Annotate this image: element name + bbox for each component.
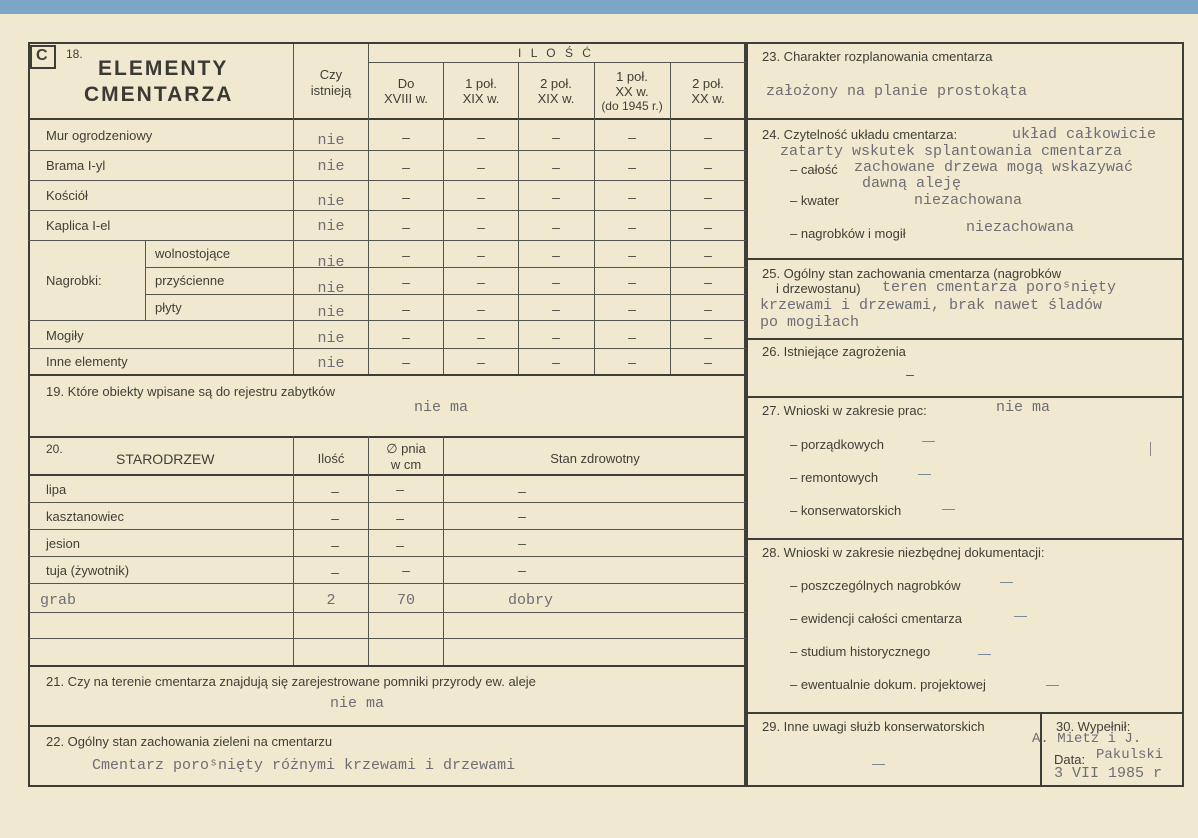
quantity-dash: –	[704, 219, 712, 235]
quantity-dash: –	[628, 301, 636, 317]
section-19-label: 19. Które obiekty wpisane są do rejestru zabytków	[46, 384, 336, 399]
col-stan: Stan zdrowotny	[550, 451, 640, 466]
section-27-item-porzadkowych: – porządkowych	[790, 437, 884, 452]
col-header-1-l2: XIX w.	[462, 91, 500, 106]
section-30-answer-1: A. Mietz i J.	[1032, 731, 1142, 747]
quantity-dash: –	[477, 159, 485, 175]
grid-line	[28, 118, 746, 120]
section-28-item-studium-answer: —	[978, 646, 991, 661]
row-label-plyty: płyty	[155, 300, 182, 315]
grid-line	[594, 62, 595, 374]
section-24-answer-6: niezachowana	[966, 219, 1075, 236]
quantity-dash: –	[704, 247, 712, 263]
grid-line	[28, 665, 746, 667]
grid-line	[28, 436, 746, 438]
tree-ilosc: –	[331, 483, 339, 499]
quantity-dash: –	[402, 219, 410, 235]
grid-line	[746, 396, 1184, 398]
grid-line	[28, 612, 746, 613]
quantity-dash: –	[704, 354, 712, 370]
quantity-dash: –	[628, 159, 636, 175]
quantity-dash: –	[628, 189, 636, 205]
quantity-dash: –	[477, 301, 485, 317]
grid-line	[28, 150, 746, 151]
quantity-dash: –	[628, 329, 636, 345]
row-label-przyscienne: przyścienne	[155, 273, 225, 288]
pen-stroke	[1150, 442, 1151, 456]
section-25-label-1: 25. Ogólny stan zachowania cmentarza (nagrobków	[762, 266, 1062, 281]
quantity-dash: –	[402, 189, 410, 205]
section-28-item-ewidencji-answer: —	[1014, 608, 1027, 623]
grid-line	[746, 338, 1184, 340]
col-header-1-l1: 1 poł.	[465, 76, 497, 91]
quantity-dash: –	[402, 329, 410, 345]
quantity-dash: –	[704, 274, 712, 290]
section-24-item-calosc: – całość	[790, 162, 838, 177]
section-20-number: 20.	[46, 442, 63, 456]
quantity-dash: –	[477, 354, 485, 370]
col-header-3-l1: 1 poł.	[616, 69, 648, 84]
grid-line	[443, 436, 444, 665]
col-header-3-l3: (do 1945 r.)	[601, 99, 663, 113]
section-28-item-nagrobkow: – poszczególnych nagrobków	[790, 578, 961, 593]
section-20-title: STARODRZEW	[116, 451, 215, 467]
section-27-item-konserwatorskich: – konserwatorskich	[790, 503, 902, 518]
section-29-label: 29. Inne uwagi służb konserwatorskich	[762, 719, 985, 734]
grid-line	[145, 267, 746, 268]
section-28-item-studium: – studium historycznego	[790, 644, 931, 659]
quantity-dash: –	[552, 159, 560, 175]
exists-value: nie	[317, 218, 345, 235]
quantity-dash: –	[552, 219, 560, 235]
quantity-dash: –	[552, 189, 560, 205]
section-letter: C	[36, 47, 48, 64]
section-28-item-nagrobkow-answer: —	[1000, 574, 1013, 589]
grid-line	[368, 62, 746, 63]
grid-line	[28, 210, 746, 211]
quantity-dash: –	[704, 189, 712, 205]
quantity-dash: –	[552, 247, 560, 263]
exists-value: nie	[317, 330, 345, 347]
quantity-dash: –	[704, 129, 712, 145]
quantity-dash: –	[477, 129, 485, 145]
section-30-answer-2: Pakulski	[1096, 747, 1164, 763]
grid-line	[28, 502, 746, 503]
row-label-wolnostojace: wolnostojące	[155, 246, 231, 261]
grid-line	[518, 62, 519, 374]
tree-ilosc: –	[331, 564, 339, 580]
tree-stan-typed: dobry	[508, 592, 554, 609]
col-ilosc: Ilość	[317, 451, 345, 466]
quantity-dash: –	[628, 274, 636, 290]
tree-stan: –	[518, 483, 526, 499]
section-18-title-1: ELEMENTY	[98, 57, 229, 80]
section-27-item-remontowych: – remontowych	[790, 470, 879, 485]
section-24-answer-4: dawną aleję	[862, 175, 962, 192]
quantity-dash: –	[704, 329, 712, 345]
quantity-dash: –	[402, 159, 410, 175]
section-30-date: 3 VII 1985 r	[1054, 765, 1163, 782]
quantity-dash: –	[477, 329, 485, 345]
quantity-dash: –	[628, 219, 636, 235]
section-22-label: 22. Ogólny stan zachowania zieleni na cmentarzu	[46, 734, 333, 749]
row-label-kaplica: Kaplica I-el	[46, 218, 111, 233]
section-26-answer: –	[906, 366, 914, 382]
section-27-label: 27. Wnioski w zakresie prac:	[762, 403, 927, 418]
tree-label-typed: grab	[40, 592, 77, 609]
grid-line	[145, 294, 746, 295]
section-25-answer-3: po mogiłach	[760, 314, 860, 331]
grid-line	[28, 583, 746, 584]
quantity-dash: –	[552, 354, 560, 370]
col-ilosc-header: I L O Ś Ć	[518, 46, 594, 60]
section-27-answer: nie ma	[996, 399, 1051, 416]
exists-value: nie	[317, 355, 345, 372]
grid-line	[368, 44, 369, 374]
grid-line	[746, 118, 1184, 120]
grid-line	[28, 348, 746, 349]
col-header-4-l2: XX w.	[691, 91, 725, 106]
tree-label: kasztanowiec	[46, 509, 125, 524]
grid-line	[28, 180, 746, 181]
section-24-label: 24. Czytelność układu cmentarza:	[762, 127, 958, 142]
tree-stan: –	[518, 508, 526, 524]
exists-value: nie	[317, 158, 345, 175]
quantity-dash: –	[477, 247, 485, 263]
quantity-dash: –	[402, 354, 410, 370]
section-18-number: 18.	[66, 47, 83, 61]
section-30-data-label: Data:	[1054, 752, 1086, 767]
quantity-dash: –	[628, 247, 636, 263]
section-25-answer-1: teren cmentarza poroˢnięty	[882, 279, 1117, 296]
section-23-answer: założony na planie prostokąta	[766, 83, 1028, 100]
quantity-dash: –	[628, 129, 636, 145]
grid-line	[293, 436, 294, 665]
tree-pien: –	[396, 510, 404, 526]
row-label-kosciol: Kościół	[46, 188, 88, 203]
section-24-answer-1: układ całkowicie	[1012, 126, 1157, 143]
quantity-dash: –	[477, 219, 485, 235]
quantity-dash: –	[552, 129, 560, 145]
exists-value: nie	[317, 132, 345, 149]
tree-pien: –	[396, 481, 404, 497]
grid-line	[746, 712, 1184, 714]
col-header-0-l1: Do	[397, 76, 415, 91]
quantity-dash: –	[552, 301, 560, 317]
section-21-answer: nie ma	[330, 695, 385, 712]
tree-stan: –	[518, 535, 526, 551]
grid-line	[28, 240, 746, 241]
section-24-item-nagrobkow: – nagrobków i mogił	[790, 226, 906, 241]
top-edge	[0, 0, 1198, 14]
tree-pien: –	[402, 562, 410, 578]
tree-label: jesion	[46, 536, 80, 551]
section-30-label: 30. Wypełnił:	[1056, 719, 1131, 734]
grid-line	[746, 538, 1184, 540]
grid-line	[28, 556, 746, 557]
section-28-label: 28. Wnioski w zakresie niezbędnej dokumentacji:	[762, 545, 1045, 560]
grid-line	[28, 638, 746, 639]
exists-value: nie	[317, 193, 345, 210]
row-label-brama: Brama I-yl	[46, 158, 106, 173]
quantity-dash: –	[477, 189, 485, 205]
quantity-dash: –	[552, 329, 560, 345]
grid-line	[28, 374, 746, 376]
quantity-dash: –	[704, 159, 712, 175]
section-27-item-konserwatorskich-answer: —	[942, 501, 955, 516]
row-label-nagrobki: Nagrobki:	[46, 273, 102, 288]
section-29-answer: —	[872, 756, 885, 771]
tree-label: lipa	[46, 482, 67, 497]
grid-line	[28, 474, 746, 476]
section-19-answer: nie ma	[414, 399, 469, 416]
tree-ilosc: –	[331, 510, 339, 526]
section-22-answer: Cmentarz poroˢnięty różnymi krzewami i drzewami	[92, 757, 516, 774]
row-label-inne: Inne elementy	[46, 354, 128, 369]
section-18-title-2: CMENTARZA	[84, 83, 234, 106]
grid-line	[368, 436, 369, 665]
section-24-answer-3: zachowane drzewa mogą wskazywać	[854, 159, 1134, 176]
section-27-item-porzadkowych-answer: —	[922, 433, 935, 448]
col-header-2-l1: 2 poł.	[540, 76, 572, 91]
section-24-item-kwater: – kwater	[790, 193, 840, 208]
section-28-item-projektowej-answer: —	[1046, 677, 1059, 692]
section-25-answer-2: krzewami i drzewami, brak nawet śladów	[760, 297, 1103, 314]
section-21-label: 21. Czy na terenie cmentarza znajdują się zarejestrowane pomniki przyrody ew. aleje	[46, 674, 536, 689]
tree-stan: –	[518, 562, 526, 578]
exists-value: nie	[317, 280, 345, 297]
section-27-item-remontowych-answer: —	[918, 466, 931, 481]
col-exists-1: Czy	[319, 67, 343, 82]
col-header-2-l2: XIX w.	[537, 91, 575, 106]
grid-line	[145, 240, 146, 320]
col-pnia-2: w cm	[390, 457, 422, 472]
col-header-4-l1: 2 poł.	[692, 76, 724, 91]
exists-value: nie	[317, 304, 345, 321]
quantity-dash: –	[628, 354, 636, 370]
tree-ilosc-typed: 2	[326, 592, 336, 609]
quantity-dash: –	[704, 301, 712, 317]
quantity-dash: –	[402, 301, 410, 317]
grid-line	[28, 725, 746, 727]
grid-line	[746, 258, 1184, 260]
section-23-label: 23. Charakter rozplanowania cmentarza	[762, 49, 993, 64]
grid-line	[670, 62, 671, 374]
tree-ilosc: –	[331, 537, 339, 553]
grid-line	[28, 529, 746, 530]
col-header-0-l2: XVIII w.	[383, 91, 429, 106]
col-exists-2: istnieją	[310, 83, 352, 98]
section-24-answer-2: zatarty wskutek splantowania cmentarza	[780, 143, 1123, 160]
quantity-dash: –	[402, 129, 410, 145]
grid-line	[28, 320, 746, 321]
exists-value: nie	[317, 254, 345, 271]
quantity-dash: –	[402, 274, 410, 290]
section-28-item-ewidencji: – ewidencji całości cmentarza	[790, 611, 962, 626]
row-label-mogily: Mogiły	[46, 328, 84, 343]
quantity-dash: –	[402, 247, 410, 263]
section-28-item-projektowej: – ewentualnie dokum. projektowej	[790, 677, 986, 692]
section-24-answer-5: niezachowana	[914, 192, 1023, 209]
col-header-3-l2: XX w.	[615, 84, 649, 99]
col-pnia-1: ∅ pnia	[386, 441, 426, 456]
quantity-dash: –	[552, 274, 560, 290]
section-26-label: 26. Istniejące zagrożenia	[762, 344, 906, 359]
tree-label: tuja (żywotnik)	[46, 563, 130, 578]
tree-pien: –	[396, 537, 404, 553]
grid-line	[1040, 712, 1042, 787]
tree-pien-typed: 70	[396, 592, 415, 609]
grid-line	[443, 62, 444, 374]
quantity-dash: –	[477, 274, 485, 290]
section-25-label-2: i drzewostanu)	[776, 281, 861, 296]
row-label-mur: Mur ogrodzeniowy	[46, 128, 153, 143]
